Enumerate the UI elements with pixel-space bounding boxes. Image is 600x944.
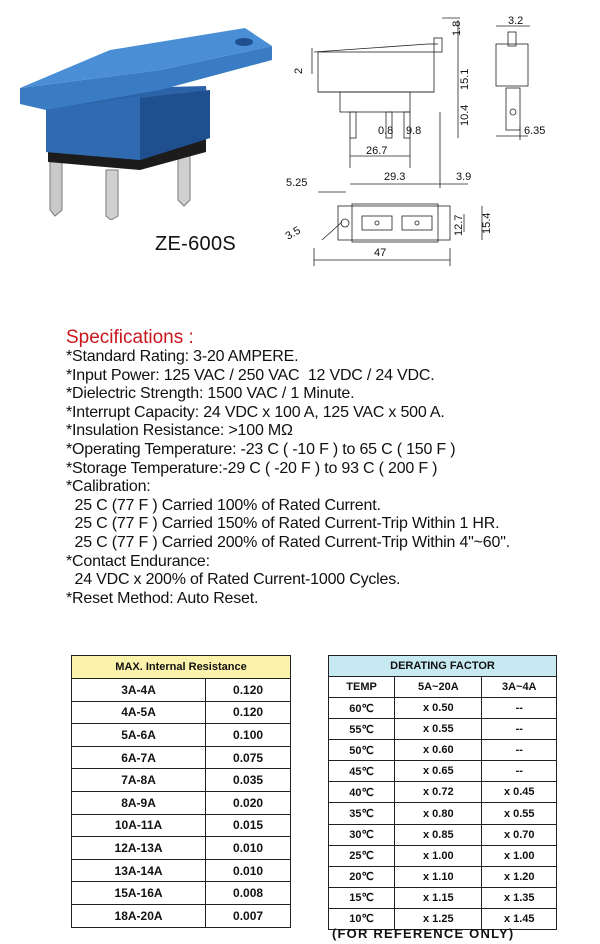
factor-cell: x 1.10	[395, 866, 482, 887]
factor-cell: --	[482, 719, 557, 740]
table-row	[329, 740, 557, 761]
temp-cell: 35℃	[329, 803, 395, 824]
spec-line: 25 C (77 F ) Carried 200% of Rated Current-Trip Within 4"~60".	[66, 533, 510, 551]
factor-cell: --	[482, 761, 557, 782]
table-row	[72, 837, 291, 860]
spec-line: *Insulation Resistance: >100 MΩ	[66, 422, 293, 440]
temp-cell: 30℃	[329, 824, 395, 845]
table-row	[329, 719, 557, 740]
table-row	[72, 701, 291, 724]
dim-10-4: 10.4	[459, 104, 471, 126]
model-name: ZE-600S	[155, 233, 237, 255]
table-row	[329, 845, 557, 866]
dim-3-5: 3.5	[283, 224, 303, 243]
dim-26-7: 26.7	[366, 145, 388, 157]
column-header-temp: TEMP	[329, 677, 395, 698]
table-row	[72, 859, 291, 882]
temp-cell: 15℃	[329, 887, 395, 908]
dim-15-1: 15.1	[459, 68, 471, 90]
value-cell: 0.010	[206, 837, 291, 860]
resistance-table	[71, 655, 291, 928]
dim-5-25: 5.25	[286, 177, 308, 189]
range-cell: 18A-20A	[72, 904, 206, 927]
value-cell: 0.010	[206, 859, 291, 882]
factor-cell: x 0.80	[395, 803, 482, 824]
range-cell: 7A-8A	[72, 769, 206, 792]
specifications-block	[66, 328, 596, 608]
table-row	[72, 724, 291, 747]
table-row	[329, 761, 557, 782]
reference-footnote: (FOR REFERENCE ONLY)	[332, 926, 515, 941]
dim-2: 2	[293, 67, 305, 74]
factor-cell: x 1.20	[482, 866, 557, 887]
factor-cell: --	[482, 698, 557, 719]
value-cell: 0.035	[206, 769, 291, 792]
value-cell: 0.015	[206, 814, 291, 837]
factor-cell: x 0.70	[482, 824, 557, 845]
table-row	[329, 803, 557, 824]
table-row	[329, 866, 557, 887]
factor-cell: x 0.60	[395, 740, 482, 761]
table-row	[329, 887, 557, 908]
factor-cell: x 0.55	[395, 719, 482, 740]
value-cell: 0.020	[206, 791, 291, 814]
dim-3-2: 3.2	[508, 15, 524, 27]
value-cell: 0.075	[206, 746, 291, 769]
factor-cell: x 1.35	[482, 887, 557, 908]
dimension-drawing	[282, 8, 600, 270]
spec-line: *Dielectric Strength: 1500 VAC / 1 Minute.	[66, 385, 355, 403]
factor-cell: x 0.65	[395, 761, 482, 782]
factor-cell: x 0.45	[482, 782, 557, 803]
range-cell: 13A-14A	[72, 859, 206, 882]
table-row	[329, 824, 557, 845]
temp-cell: 45℃	[329, 761, 395, 782]
range-cell: 12A-13A	[72, 837, 206, 860]
dim-47: 47	[374, 247, 387, 259]
resistance-table-header: MAX. Internal Resistance	[72, 656, 291, 679]
table-row	[72, 769, 291, 792]
dim-29-3: 29.3	[384, 171, 406, 183]
range-cell: 3A-4A	[72, 679, 206, 702]
spec-line: *Standard Rating: 3-20 AMPERE.	[66, 348, 299, 365]
factor-cell: x 1.15	[395, 887, 482, 908]
table-row	[72, 882, 291, 905]
spec-line: *Input Power: 125 VAC / 250 VAC 12 VDC / 24 VDC.	[66, 366, 435, 384]
spec-line: *Calibration:	[66, 478, 151, 496]
spec-line: *Interrupt Capacity: 24 VDC x 100 A, 125 VAC x 500 A.	[66, 403, 445, 421]
factor-cell: x 0.72	[395, 782, 482, 803]
spec-line: *Storage Temperature:-29 C ( -20 F ) to 93 C ( 200 F )	[66, 459, 438, 477]
dim-0-8: 0.8	[378, 125, 394, 137]
temp-cell: 60℃	[329, 698, 395, 719]
value-cell: 0.008	[206, 882, 291, 905]
factor-cell: x 0.50	[395, 698, 482, 719]
factor-cell: x 0.85	[395, 824, 482, 845]
factor-cell: x 1.00	[482, 845, 557, 866]
dim-3-9: 3.9	[456, 171, 472, 183]
table-row	[72, 746, 291, 769]
factor-cell: x 1.00	[395, 845, 482, 866]
factor-cell: x 1.25	[395, 908, 482, 929]
spec-line: *Operating Temperature: -23 C ( -10 F ) to 65 C ( 150 F )	[66, 440, 456, 458]
table-row	[329, 698, 557, 719]
range-cell: 10A-11A	[72, 814, 206, 837]
spec-line: 24 VDC x 200% of Rated Current-1000 Cycles.	[66, 571, 401, 589]
range-cell: 4A-5A	[72, 701, 206, 724]
table-row	[329, 782, 557, 803]
value-cell: 0.100	[206, 724, 291, 747]
column-header-5a-20a: 5A~20A	[395, 677, 482, 698]
factor-cell: --	[482, 740, 557, 761]
table-row	[72, 814, 291, 837]
factor-cell: x 0.55	[482, 803, 557, 824]
factor-cell: x 1.45	[482, 908, 557, 929]
dim-15-4: 15.4	[481, 212, 493, 234]
table-row	[72, 904, 291, 927]
table-row	[72, 679, 291, 702]
spec-line: *Contact Endurance:	[66, 552, 210, 570]
specifications-title: Specifications :	[66, 327, 194, 348]
dim-9-8: 9.8	[406, 125, 422, 137]
table-row	[72, 791, 291, 814]
temp-cell: 50℃	[329, 740, 395, 761]
range-cell: 6A-7A	[72, 746, 206, 769]
column-header-3a-4a: 3A~4A	[482, 677, 557, 698]
derating-table	[328, 655, 557, 930]
value-cell: 0.120	[206, 701, 291, 724]
temp-cell: 20℃	[329, 866, 395, 887]
value-cell: 0.120	[206, 679, 291, 702]
breaker-photo	[10, 20, 280, 220]
range-cell: 15A-16A	[72, 882, 206, 905]
dim-6-35: 6.35	[524, 125, 546, 137]
spec-line: 25 C (77 F ) Carried 100% of Rated Current.	[66, 496, 381, 514]
dim-1-8: 1.8	[451, 20, 463, 36]
range-cell: 8A-9A	[72, 791, 206, 814]
spec-line: *Reset Method: Auto Reset.	[66, 589, 259, 607]
temp-cell: 25℃	[329, 845, 395, 866]
derating-table-header: DERATING FACTOR	[329, 656, 557, 677]
temp-cell: 10℃	[329, 908, 395, 929]
range-cell: 5A-6A	[72, 724, 206, 747]
spec-line: 25 C (77 F ) Carried 150% of Rated Current-Trip Within 1 HR.	[66, 515, 500, 533]
dim-12-7: 12.7	[453, 214, 465, 236]
temp-cell: 40℃	[329, 782, 395, 803]
value-cell: 0.007	[206, 904, 291, 927]
temp-cell: 55℃	[329, 719, 395, 740]
